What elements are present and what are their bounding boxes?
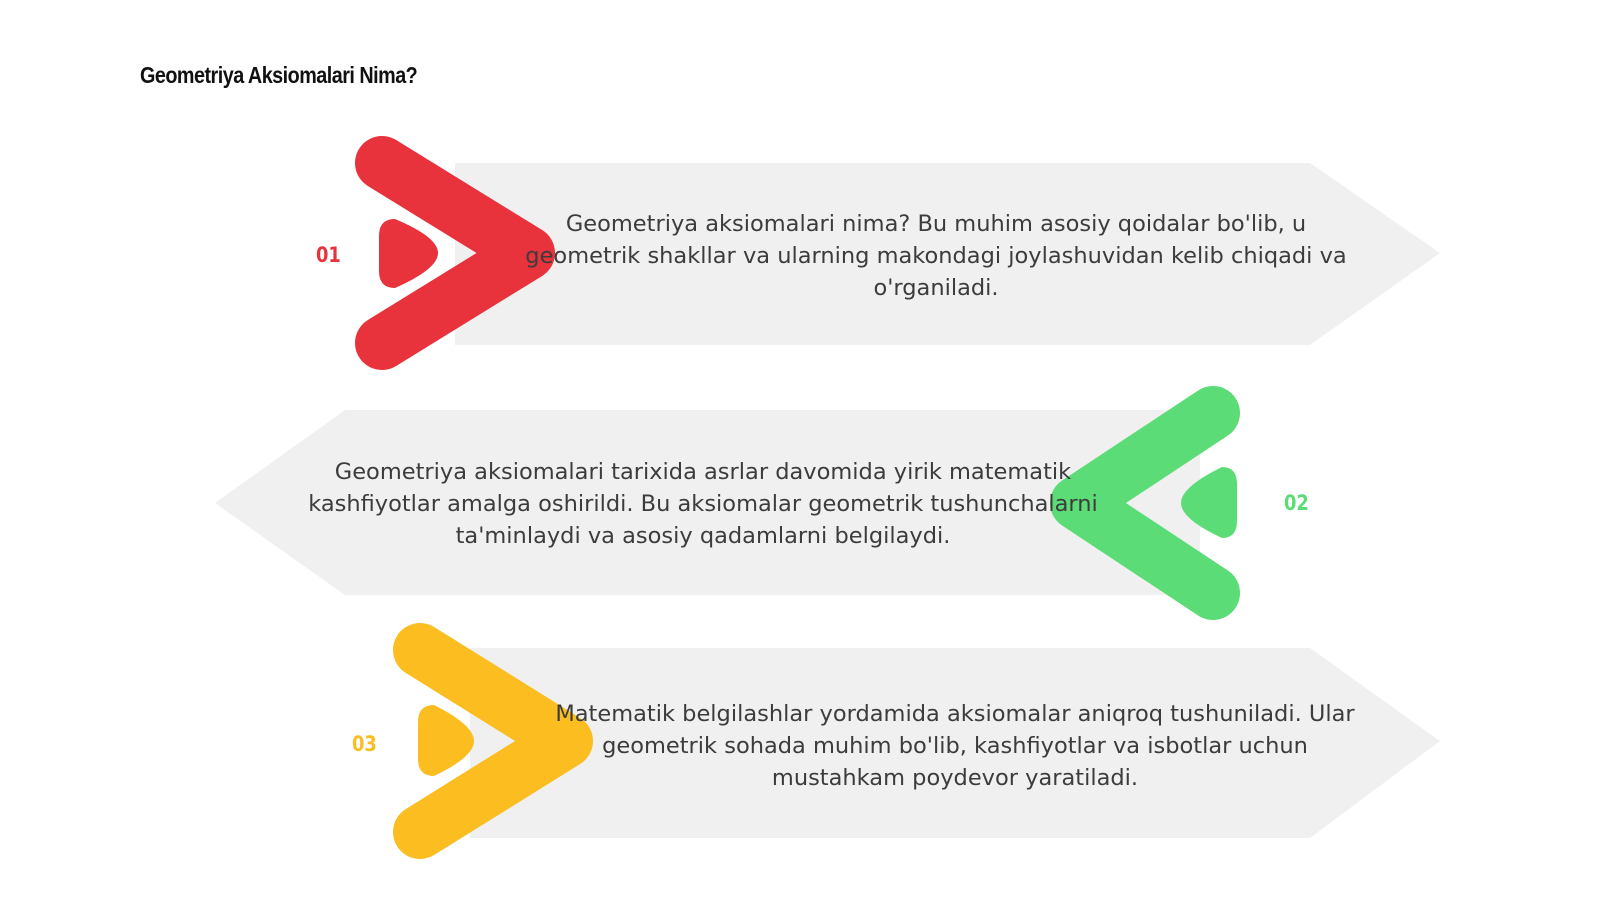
step-2-number: 02 [1284, 491, 1309, 515]
step-1-play-icon [379, 219, 438, 288]
step-3-play-icon [418, 705, 474, 776]
step-3-text: Matematik belgilashlar yordamida aksiomalar aniqroq tushuniladi. Ular geometrik sohada muhim bo'lib, kashfiyotlar va isbotlar uchun mustahkam poydevor yaratiladi. [555, 701, 1355, 791]
slide-title: Geometriya Aksiomalari Nima? [140, 62, 418, 88]
step-2-text: Geometriya aksiomalari tarixida asrlar davomida yirik matematik kashfiyotlar amalga oshirildi. Bu aksiomalar geometrik tushunchalarni ta'minlaydi va asosiy qadamlarni belgilaydi. [308, 459, 1098, 549]
step-1-text: Geometriya aksiomalari nima? Bu muhim asosiy qoidalar bo'lib, u geometrik shakllar va ularning makondagi joylashuvidan kelib chiqadi va o'rganiladi. [525, 211, 1347, 301]
step-3-number: 03 [352, 732, 377, 756]
step-1-number: 01 [316, 243, 341, 267]
